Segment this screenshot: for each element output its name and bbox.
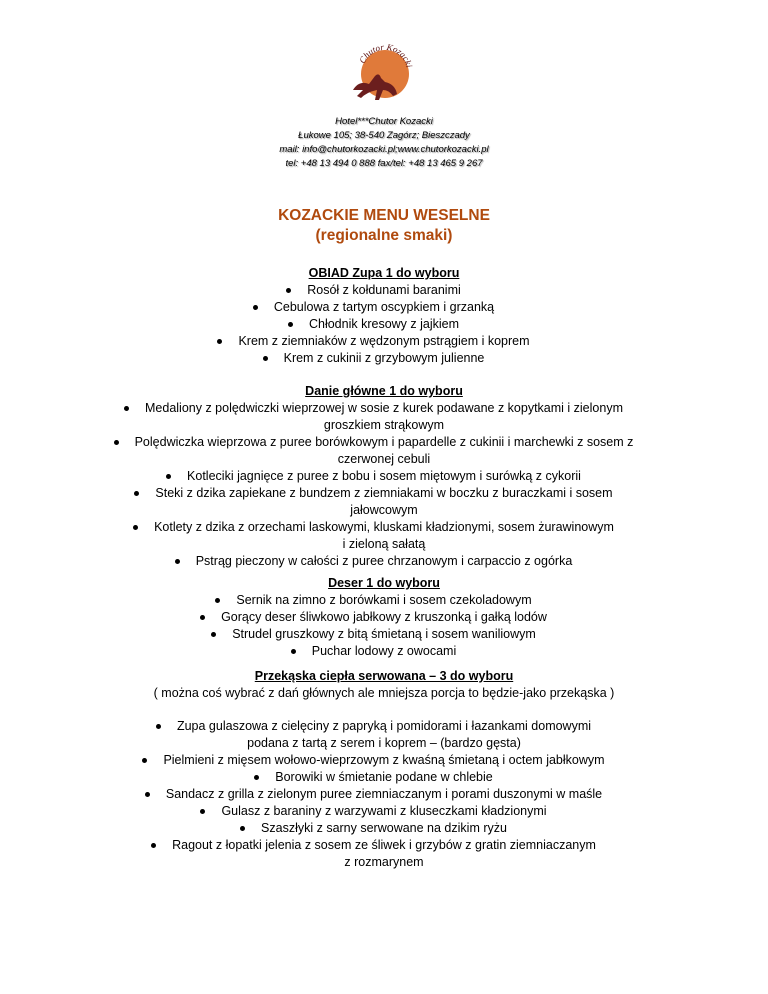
menu-item-text: Steki z dzika zapiekane z bundzem z ziemniakami w boczku z buraczkami i sosem <box>155 486 613 500</box>
menu-item <box>0 282 768 299</box>
bullet-icon <box>133 525 138 530</box>
menu-item-text: jałowcowym <box>350 503 418 517</box>
section-heading-appetizer: Przekąska ciepła serwowana – 3 do wyboru <box>254 669 514 683</box>
menu-item-line <box>0 553 768 570</box>
menu-item-text: Sandacz z grilla z zielonym puree ziemniaczanym i porami duszonymi w maśle <box>165 787 603 801</box>
menu-item-line <box>0 735 768 752</box>
menu-item-text: Kotleciki jagnięce z puree z bobu i sosem miętowym i surówką z cykorii <box>187 469 581 483</box>
hotel-contact <box>0 115 768 171</box>
bullet-icon <box>145 792 150 797</box>
menu-item-line <box>0 718 768 735</box>
menu-item <box>0 803 768 820</box>
menu-item <box>0 820 768 837</box>
menu-item-text: Ragout z łopatki jelenia z sosem ze śliwek i grzybów z gratin ziemniaczanym <box>172 838 596 852</box>
menu-item-line <box>0 434 768 451</box>
menu-item <box>0 519 768 553</box>
menu-title-sub: (regionalne smaki) <box>315 227 453 244</box>
main-course-list <box>0 400 768 570</box>
bullet-icon <box>217 339 222 344</box>
menu-item-text: Gulasz z baraniny z warzywami z kluseczkami kładzionymi <box>221 804 547 818</box>
menu-item-line <box>0 282 768 299</box>
menu-item-line <box>0 536 768 553</box>
bullet-icon <box>200 809 205 814</box>
menu-item-text: Kotlety z dzika z orzechami laskowymi, kluskami kładzionymi, sosem żurawinowym <box>154 520 614 534</box>
menu-item-text: Krem z ziemniaków z wędzonym pstrągiem i koprem <box>238 334 530 348</box>
menu-item-text: groszkiem strąkowym <box>323 418 445 432</box>
menu-item <box>0 609 768 626</box>
menu-item-text: Polędwiczka wieprzowa z puree borówkowym i papardelle z cukinii i marchewki z sosem z <box>134 435 634 449</box>
menu-item-text: Pstrąg pieczony w całości z puree chrzanowym i carpaccio z ogórka <box>195 554 573 568</box>
bullet-icon <box>254 775 259 780</box>
menu-item-text: czerwonej cebuli <box>337 452 431 466</box>
menu-item <box>0 786 768 803</box>
appetizer-list <box>0 718 768 871</box>
menu-item-text: Gorący deser śliwkowo jabłkowy z kruszonką i gałką lodów <box>221 610 547 624</box>
menu-item-text: Chłodnik kresowy z jajkiem <box>308 317 460 331</box>
hotel-mail: mail: info@chutorkozacki.pl;www.chutorkozacki.pl <box>279 144 489 155</box>
menu-item-text: Pielmieni z mięsem wołowo-wieprzowym z kwaśną śmietaną i octem jabłkowym <box>163 753 605 767</box>
menu-item-line <box>0 519 768 536</box>
menu-item <box>0 316 768 333</box>
bullet-icon <box>240 826 245 831</box>
menu-item-text: podana z tartą z serem i koprem – (bardzo gęsta) <box>247 736 521 750</box>
menu-item-line <box>0 769 768 786</box>
bullet-icon <box>291 649 296 654</box>
section-heading-soup: OBIAD Zupa 1 do wyboru <box>308 266 460 280</box>
menu-title <box>0 206 768 246</box>
bullet-icon <box>156 724 161 729</box>
bullet-icon <box>142 758 147 763</box>
bullet-icon <box>288 322 293 327</box>
menu-item-line <box>0 417 768 434</box>
menu-item-line <box>0 350 768 367</box>
menu-item-line <box>0 592 768 609</box>
menu-item-line <box>0 299 768 316</box>
menu-item-text: Borowiki w śmietanie podane w chlebie <box>275 770 493 784</box>
soup-list <box>0 282 768 367</box>
menu-item <box>0 837 768 871</box>
appetizer-note: ( można coś wybrać z dań głównych ale mniejsza porcja to będzie-jako przekąska ) <box>153 686 615 700</box>
dessert-list <box>0 592 768 660</box>
bullet-icon <box>253 305 258 310</box>
menu-item <box>0 350 768 367</box>
bullet-icon <box>124 406 129 411</box>
menu-item-line <box>0 485 768 502</box>
hotel-phone: tel: +48 13 494 0 888 fax/tel: +48 13 465 9 267 <box>285 158 483 169</box>
bullet-icon <box>151 843 156 848</box>
menu-item <box>0 718 768 752</box>
menu-item <box>0 643 768 660</box>
bullet-icon <box>175 559 180 564</box>
menu-item <box>0 752 768 769</box>
menu-title-main: KOZACKIE MENU WESELNE <box>278 207 490 224</box>
menu-item-text: i zieloną sałatą <box>342 537 426 551</box>
menu-item-line <box>0 752 768 769</box>
menu-item-text: Zupa gulaszowa z cielęciny z papryką i pomidorami i łazankami domowymi <box>176 719 592 733</box>
menu-item-line <box>0 316 768 333</box>
menu-item-line <box>0 803 768 820</box>
menu-item <box>0 333 768 350</box>
menu-item-line <box>0 643 768 660</box>
bullet-icon <box>263 356 268 361</box>
menu-item-line <box>0 333 768 350</box>
menu-item-line <box>0 820 768 837</box>
menu-item <box>0 434 768 468</box>
menu-item-text: Strudel gruszkowy z bitą śmietaną i sosem waniliowym <box>232 627 536 641</box>
menu-item-text: Cebulowa z tartym oscypkiem i grzanką <box>273 300 495 314</box>
menu-item-line <box>0 854 768 871</box>
menu-item-text: Szaszłyki z sarny serwowane na dzikim ryżu <box>261 821 507 835</box>
menu-item-text: Sernik na zimno z borówkami i sosem czekoladowym <box>236 593 532 607</box>
menu-item-text: Krem z cukinii z grzybowym julienne <box>283 351 485 365</box>
bullet-icon <box>166 474 171 479</box>
hotel-logo <box>345 44 417 112</box>
section-heading-dessert: Deser 1 do wyboru <box>328 576 440 590</box>
menu-item <box>0 485 768 519</box>
menu-item-line <box>0 502 768 519</box>
menu-item-line <box>0 451 768 468</box>
menu-item <box>0 299 768 316</box>
bullet-icon <box>215 598 220 603</box>
bullet-icon <box>134 491 139 496</box>
menu-item <box>0 626 768 643</box>
menu-item-text: Medaliony z polędwiczki wieprzowej w sosie z kurek podawane z kopytkami i zielonym <box>145 401 623 415</box>
menu-item-line <box>0 609 768 626</box>
menu-item <box>0 468 768 485</box>
bullet-icon <box>114 440 119 445</box>
menu-item-line <box>0 837 768 854</box>
menu-item-text: z rozmarynem <box>344 855 424 869</box>
menu-item-text: Rosół z kołdunami baranimi <box>307 283 461 297</box>
menu-item-line <box>0 786 768 803</box>
bullet-icon <box>286 288 291 293</box>
menu-item-line <box>0 400 768 417</box>
section-heading-main-course: Danie główne 1 do wyboru <box>305 384 463 398</box>
logo-text: Chutor Kozacki <box>357 44 415 69</box>
menu-item <box>0 769 768 786</box>
hotel-name: Hotel***Chutor Kozacki <box>335 116 433 127</box>
bullet-icon <box>200 615 205 620</box>
menu-item <box>0 400 768 434</box>
menu-item-line <box>0 626 768 643</box>
menu-item <box>0 592 768 609</box>
menu-item-text: Puchar lodowy z owocami <box>311 644 457 658</box>
menu-item <box>0 553 768 570</box>
hotel-address: Łukowe 105; 38-540 Zagórz; Bieszczady <box>298 130 470 141</box>
bullet-icon <box>211 632 216 637</box>
menu-item-line <box>0 468 768 485</box>
